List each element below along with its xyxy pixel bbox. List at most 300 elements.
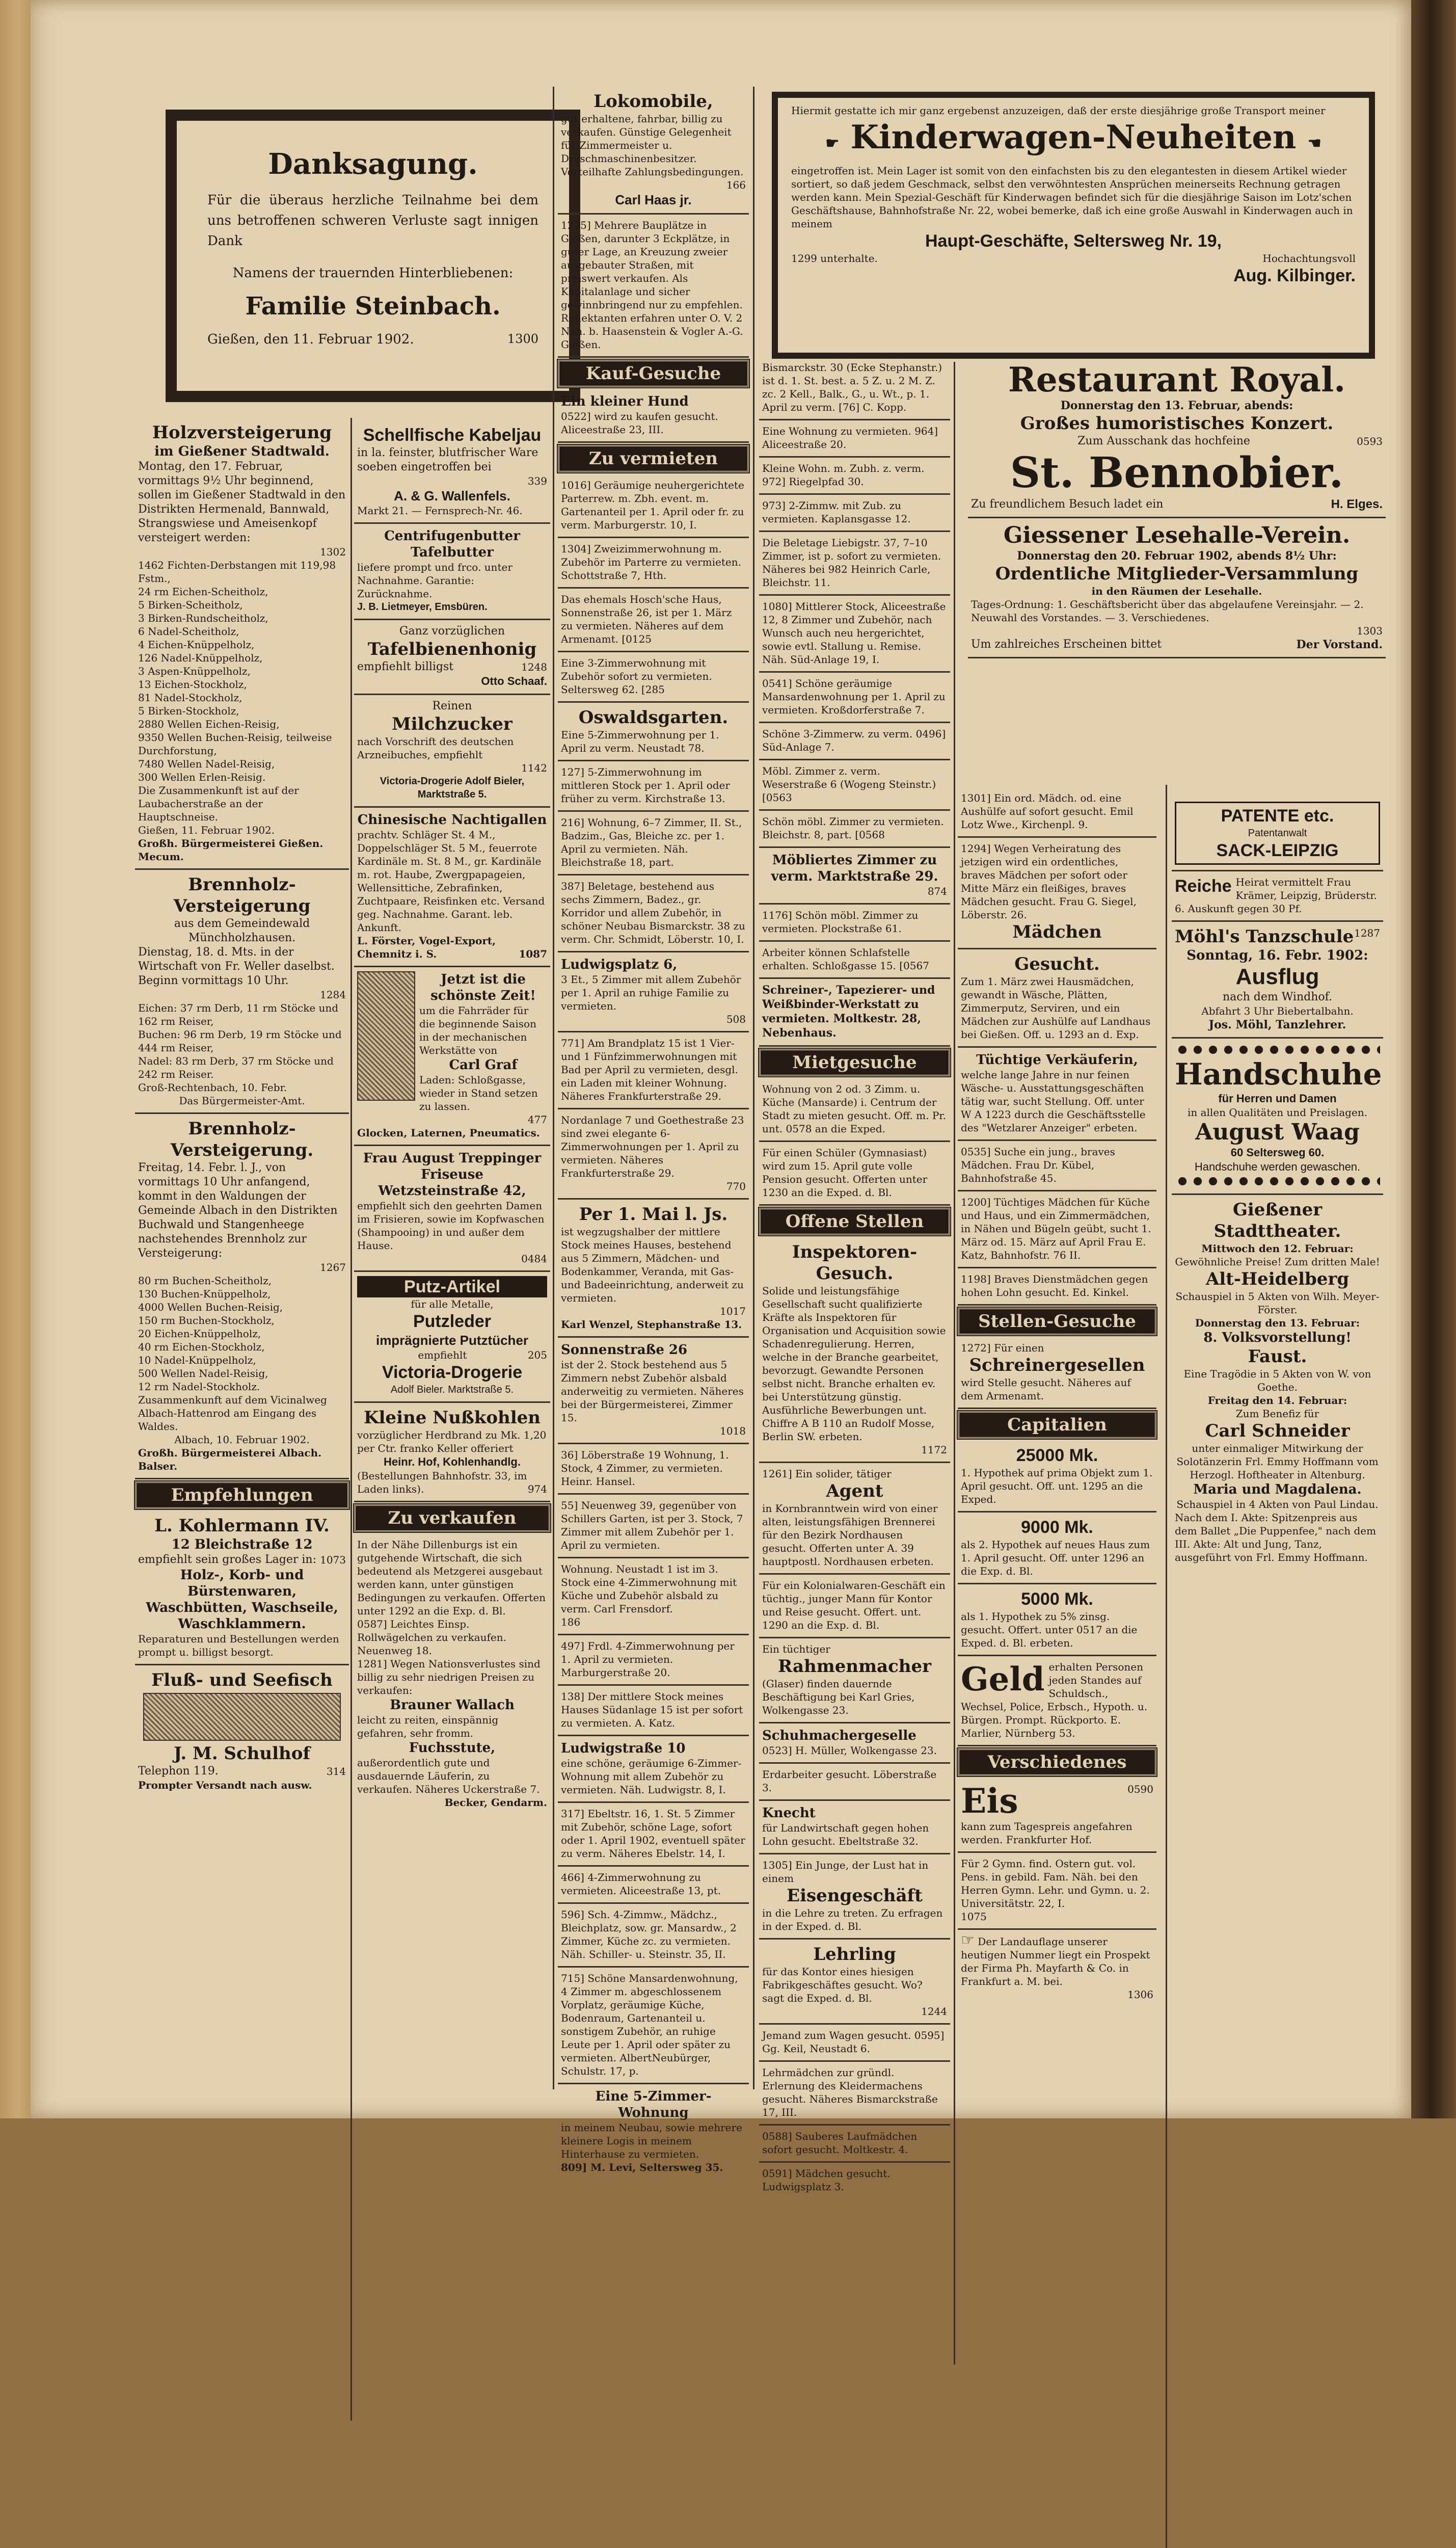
z5-title: Eine 5-Zimmer-Wohnung	[595, 2089, 712, 2120]
putz-addr: Adolf Bieler. Marktstraße 5.	[390, 1384, 514, 1395]
dienstmaedchen-ad: 1198] Braves Dienstmädchen gegen hohen Lohn gesucht. Ed. Kinkel.	[958, 1268, 1156, 1306]
eisengeschaeft-ad	[759, 1854, 950, 1940]
loko-text: gut erhaltene, fahrbar, billig zu verkaufen. Günstige Gelegenheit für Zimmermeister u. Dreschmaschinenbesitzer. Vorteilhafte Zahlungsbedingungen.	[561, 113, 744, 178]
gesucht-title: Gesucht.	[1014, 954, 1100, 974]
fluss-title: Fluß- und Seefisch	[151, 1670, 333, 1690]
verheiratung-ad	[958, 838, 1156, 949]
brennholz-2-ad	[135, 1114, 349, 1479]
schellfische-ad	[354, 420, 550, 524]
ludwigsplatz-ad	[558, 952, 749, 1032]
sonn-ref: 1018	[720, 1425, 746, 1437]
list-item: 1462 Fichten-Derbstangen mit 119,98 Fstm.,	[138, 559, 336, 585]
wallach: Brauner Wallach	[390, 1697, 515, 1713]
milch-ref: 1142	[521, 762, 547, 774]
pointing-hand-icon: ☛	[825, 135, 840, 152]
theater-carl: Carl Schneider	[1205, 1421, 1350, 1441]
loko-sign: Carl Haas jr.	[615, 192, 692, 207]
butter-title: Centrifugenbutter Tafelbutter	[384, 528, 520, 560]
schreinergesellen-ad	[958, 1337, 1156, 1409]
gesucht-ad	[958, 949, 1156, 1048]
gymn-text: Für 2 Gymn. find. Ostern gut. vol. Pens. in gebild. Fam. Näh. bei den Herren Gymn. Lehr. und Gymn. u. 2. Universitätstr. 22, I.	[961, 1857, 1150, 1909]
insp-text: Solide und leistungsfähige Gesellschaft sucht qualifizierte Kräfte als Inspektoren für Organisation und Acquisition sowie Schadenregulierung. Herren, welche in der Branche gearbeitet, bevorzugt. Gewandte Personen selbst nicht. Branche erhalten ev. bei Unterstützung günstig. Ausführliche Bewerbungen unt. Chiffre A B 110 an Rudolf Mosse, Berlin SW. erbeten.	[762, 1285, 946, 1443]
brenn1-sub: aus dem Gemeindewald Münchholzhausen.	[174, 917, 310, 944]
list-item: 4 Eichen-Knüppelholz,	[138, 639, 255, 651]
tanz-date: Sonntag, 16. Febr. 1902:	[1187, 948, 1368, 963]
list-item: Das ehemals Hosch'sche Haus, Sonnenstraße 26, ist per 1. März zu vermieten. Näheres auf dem Armenamt. [0125	[558, 589, 749, 652]
danksagung-family: Familie Steinbach.	[245, 292, 501, 321]
schulhof-small: Prompter Versandt nach ausw.	[138, 1779, 312, 1791]
putz-title: Putz-Artikel	[357, 1276, 547, 1297]
holz-title: Holzversteigerung	[152, 422, 332, 443]
right-wide-column	[968, 357, 1386, 785]
fuchs-text: außerordentlich gute und ausdauernde Läuferin, zu verkaufen. Näheres Uckerstraße 7.	[357, 1757, 540, 1795]
eisen-text2: in die Lehre zu treten. Zu erfragen in der Exped. d. Bl.	[762, 1907, 943, 1932]
lokomobile-ad	[558, 87, 749, 215]
schuh-text: 0523] H. Müller, Wolkengasse 23.	[762, 1744, 937, 1757]
waag-addr: 60 Seltersweg 60.	[1230, 1146, 1325, 1159]
cyclist-illustration	[357, 971, 415, 1101]
putz-tuch: imprägnierte Putztücher	[375, 1333, 529, 1348]
holz-sub: im Gießener Stadtwald.	[154, 444, 330, 459]
kw-sign: Aug. Kilbinger.	[1233, 266, 1356, 285]
restaurant-royal-ad	[968, 357, 1386, 518]
maedchen-ad: 0591] Mädchen gesucht. Ludwigsplatz 3.	[762, 2167, 891, 2193]
patent-name: SACK-LEIPZIG	[1216, 841, 1339, 860]
handschuhe-ad	[1172, 1039, 1383, 1195]
pointing-hand-icon: ☚	[1307, 135, 1322, 152]
schuh-title: Schuhmachergeselle	[762, 1728, 916, 1743]
mansarde-ad: 715] Schöne Mansardenwohnung, 4 Zimmer m. abgeschlossenem Vorplatz, geräumige Küche, Bodenraum, Gartenanteil u. sonstigem Zubehör, an ruhige Leute per 1. April oder später zu vermieten. AlbertNeubürger, Schulstr. 17, p.	[558, 1968, 749, 2084]
bauplaetze-ad: 1225] Mehrere Bauplätze in Gießen, darunter 3 Eckplätze, in guter Lage, an Kreuzung zweier ausgebauter Straßen, mit preiswert verkaufen. Als Kapitalanlage und sicher gewinnbringend nur zu empfehlen. Reflektanten erfahren unter O. V. 2 Näh. b. Haasenstein & Vogler A.-G. Gießen.	[558, 215, 749, 358]
schulhof-name: J. M. Schulhof	[173, 1743, 311, 1764]
patent-title: PATENTE etc.	[1221, 806, 1334, 826]
lehr-ref: 1244	[921, 2005, 947, 2018]
neuenweg-ad: 55] Neuenweg 39, gegenüber von Schillers Garten, ist per 3. Stock, 7 Zimmer mit allem Zubehör per 1. April zu vermieten.	[558, 1495, 749, 1558]
kohl-text: empfiehlt sein großes Lager in:	[138, 1553, 317, 1566]
list-item: 973] 2-Zimmw. mit Zub. zu vermieten. Kaplansgasse 12.	[759, 495, 950, 532]
m5-title: 5000 Mk.	[1021, 1589, 1093, 1609]
list-item: Eine Wohnung zu vermieten. 964] Aliceestraße 20.	[759, 420, 950, 458]
verk-text2: 0587] Leichtes Einsp. Rollwägelchen zu verkaufen. Neuenweg 18.	[357, 1618, 506, 1657]
brandplatz-ad: 771] Am Brandplatz 15 ist 1 Vier- und 1 Fünfzimmerwohnungen mit Bad per April zu vermieten, desgl. ein Laden mit kleiner Wohnung. Näheres Frankfurterstraße 29.	[558, 1032, 749, 1109]
holzversteigerung-ad	[135, 418, 349, 870]
faust-title: Faust.	[1248, 1346, 1307, 1367]
column-rule	[753, 87, 754, 2089]
nacht-sign: L. Förster, Vogel-Export, Chemnitz i. S.	[357, 935, 496, 960]
landauflage-ad	[958, 1930, 1156, 2006]
maria-title: Maria und Magdalena.	[1193, 1482, 1362, 1497]
eis-ref: 0590	[1127, 1783, 1153, 1795]
lese-sign: Der Vorstand.	[1296, 638, 1383, 651]
oswaldsgarten-ad	[558, 703, 749, 761]
column-rule	[954, 362, 955, 2365]
schrein-text: wird Stelle gesucht. Näheres auf dem Armenamt.	[961, 1376, 1131, 1402]
hand-sub2: in allen Qualitäten und Preislagen.	[1187, 1106, 1368, 1119]
rad-small: Glocken, Laternen, Pneumatics.	[357, 1127, 540, 1139]
sonn-title: Sonnenstraße 26	[561, 1342, 688, 1358]
mai-text: ist wegzugshalber der mittlere Stock meines Hauses, bestehend aus 5 Zimmern, Mädchen- und Bodenkammer, Veranda, mit Gas- und Badeeinrichtung, anderweit zu vermieten.	[561, 1226, 744, 1304]
insp-title: Inspektoren-Gesuch.	[792, 1242, 918, 1284]
ludwig-ref: 508	[726, 1013, 746, 1025]
putz-ad	[354, 1272, 550, 1403]
list-item: 5 Birken-Stockholz,	[138, 705, 239, 717]
lese-ref: 1303	[1357, 625, 1383, 637]
pension-ad	[958, 1853, 1156, 1930]
list-item: 4000 Wellen Buchen-Reisig,	[138, 1301, 283, 1313]
stadttheater-ad	[1172, 1195, 1383, 1569]
eis-ad	[958, 1778, 1156, 1853]
kohl-name: L. Kohlermann IV.	[154, 1516, 330, 1536]
brenn2-items	[138, 1274, 346, 1393]
suedanlage-ad: 138] Der mittlere Stock meines Hauses Südanlage 15 ist per sofort zu vermieten. A. Katz.	[558, 1686, 749, 1736]
schuhmacher-ad	[759, 1723, 950, 1764]
butter-ad	[354, 524, 550, 620]
lese-bitte: Um zahlreiches Erscheinen bittet	[971, 638, 1162, 651]
patent-ad	[1172, 798, 1383, 871]
theater-date: Mittwoch den 12. Februar:	[1201, 1242, 1354, 1255]
agent-pre: 1261] Ein solider, tätiger	[762, 1468, 892, 1480]
rahmen-pre: Ein tüchtiger	[762, 1643, 830, 1655]
wohn-text: Wohnung. Neustadt 1 ist im 3. Stock eine 4-Zimmerwohnung mit Küche und Zubehör alsbald zu verm. Carl Frensdorf.	[561, 1563, 737, 1615]
nacht-text: prachtv. Schläger St. 4 M., Doppelschläger St. 5 M., feuerrote Kardinäle m. St. 8 M., gr. Kardinäle m. rot. Haube, Zwergpapageien, Wellensittiche, Zebrafinken, Zuchtpaare, Reisfinken etc. Versand geg. Nachnahme. Garant. leb. Ankunft.	[357, 829, 545, 934]
kw-haupt: Haupt-Geschäfte, Seltersweg Nr. 19,	[925, 231, 1222, 251]
column-1	[135, 418, 349, 2094]
brenn2-ref: 1267	[320, 1261, 346, 1273]
royal-ausschank: Zum Ausschank das hochfeine	[1077, 435, 1250, 447]
m5-text: als 1. Hypothek zu 5% zinsg. gesucht. Offert. unter 0517 an die Exped. d. Bl. erbeten.	[961, 1610, 1138, 1649]
z5-sign: 809] M. Levi, Seltersweg 35.	[561, 2161, 723, 2173]
royal-bier: St. Bennobier.	[1010, 448, 1344, 497]
danksagung-text: Für die überaus herzliche Teilnahme bei dem uns betroffenen schweren Verluste sagt innigen Dank	[207, 193, 538, 249]
kohl-small: Reparaturen und Bestellungen werden prompt u. billigst besorgt.	[138, 1633, 339, 1658]
royal-date: Donnerstag den 13. Februar, abends:	[1060, 399, 1293, 412]
theater-date2: Donnerstag den 13. Februar:	[1195, 1317, 1360, 1329]
eis-text: kann zum Tagespreis angefahren werden. Frankfurter Hof.	[961, 1820, 1133, 1846]
list-item: 24 rm Eichen-Scheitholz,	[138, 586, 268, 598]
column-rule	[1166, 785, 1167, 2548]
milch-pre: Reinen	[432, 700, 472, 712]
butter-text: liefere prompt und frco. unter Nachnahme. Garantie: Zurücknahme.	[357, 561, 513, 600]
brenn1-items	[138, 1001, 346, 1081]
knecht-ad	[759, 1801, 950, 1854]
rad-ref: 477	[527, 1113, 547, 1126]
kohl-goods: Holz-, Korb- und Bürstenwaren, Waschbütten, Waschseile, Waschklammern.	[146, 1568, 338, 1632]
nord-text: Nordanlage 7 und Goethestraße 23 sind zwei elegante 6-Zimmerwohnungen per 1. April zu vermieten. Näheres Frankfurterstraße 29.	[561, 1114, 744, 1179]
royal-title: Restaurant Royal.	[1008, 360, 1346, 400]
tanz-ort: nach dem Windhof.	[1222, 991, 1332, 1003]
list-item: 20 Eichen-Knüppelholz,	[138, 1328, 261, 1340]
rahmen-text: (Glaser) finden dauernde Beschäftigung bei Karl Gries, Wolkengasse 23.	[762, 1678, 915, 1716]
royal-konzert: Großes humoristisches Konzert.	[1020, 413, 1334, 434]
list-item: Arbeiter können Schlafstelle erhalten. Schloßgasse 15. [0567	[759, 942, 950, 979]
kapital-9000-ad	[958, 1512, 1156, 1584]
fisch-text: in la. feinster, blutfrischer Ware soeben eingetroffen bei	[357, 446, 538, 473]
moebl-ref: 874	[927, 885, 947, 897]
z5-text: in meinem Neubau, sowie mehrere kleinere Logis in meinem Hinterhause zu vermieten.	[561, 2121, 742, 2160]
fisch-ref: 339	[527, 475, 547, 487]
holz-ref: 1302	[320, 546, 346, 558]
wohnung-ad	[558, 1558, 749, 1635]
miet-ad-2: Für einen Schüler (Gymnasiast) wird zum 15. April gute volle Pension gesucht. Offerten unter 1230 an die Exped. d. Bl.	[759, 1142, 950, 1206]
fuchsstute: Fuchsstute,	[409, 1740, 496, 1756]
list-item: 12 rm Nadel-Stockholz.	[138, 1381, 260, 1393]
mietgesuche-header: Mietgesuche	[759, 1049, 950, 1076]
loko-title: Lokomobile,	[594, 91, 713, 112]
kuechenmaedchen-ad: 1200] Tüchtiges Mädchen für Küche und Haus, und ein Zimmermädchen, in Nähen und Bügeln geübt, sucht 1. März od. 15. März auf April Frau E. Katz, Bahnhofstr. 76 II.	[958, 1191, 1156, 1268]
mai-title: Per 1. Mai l. Js.	[579, 1204, 728, 1225]
hund-title: Ein kleiner Hund	[561, 394, 689, 409]
list-item: Buchen: 96 rm Derb, 19 rm Stöcke und 444 rm Reiser,	[138, 1028, 342, 1054]
schreiner-werkstatt-ad: Schreiner-, Tapezierer- und Weißbinder-Werkstatt zu vermieten. Moltkestr. 28, Nebenhaus.	[759, 979, 950, 1047]
list-item: 40 rm Eichen-Stockholz,	[138, 1341, 265, 1353]
theater-play: Alt-Heidelberg	[1205, 1269, 1350, 1289]
reiche-title: Reiche	[1175, 877, 1232, 896]
column-rule	[350, 418, 352, 2421]
lese-tages: Tages-Ordnung: 1. Geschäftsbericht über das abgelaufene Vereinsjahr. — 2. Neuwahl des Vorstandes. — 3. Verschiedenes.	[971, 598, 1364, 624]
theater-benefiz: Zum Benefiz für	[1235, 1408, 1319, 1420]
aliceestrasse-ad: 466] 4-Zimmerwohnung zu vermieten. Aliceestraße 13, pt.	[558, 1867, 749, 1904]
list-item: 13 Eichen-Stockholz,	[138, 678, 247, 691]
lehrling-ad	[759, 1940, 950, 2025]
kohlermann-ad	[135, 1511, 349, 1665]
empfehlungen-header: Empfehlungen	[135, 1481, 349, 1509]
list-item: 127] 5-Zimmerwohnung im mittleren Stock per 1. April oder früher zu verm. Kirchstraße 13.	[558, 761, 749, 812]
maedchen-title: Mädchen	[1012, 922, 1102, 942]
geld-title: Geld	[961, 1660, 1045, 1698]
col4-list	[759, 420, 950, 848]
ludwigstrasse-ad	[558, 1736, 749, 1803]
list-item: Eine 3-Zimmerwohnung mit Zubehör sofort zu vermieten. Seltersweg 62. [285	[558, 652, 749, 703]
kw-unterhalte: unterhalte.	[820, 252, 878, 264]
nachtigallen-ad	[354, 808, 550, 967]
holz-footer: Die Zusammenkunft ist auf der Laubacherstraße an der Hauptschneise.	[138, 784, 299, 823]
list-item: 1304] Zweizimmerwohnung m. Zubehör im Parterre zu vermieten. Schottstraße 7, Hth.	[558, 538, 749, 589]
nuss-ref: 974	[527, 1483, 547, 1495]
putz-sub: für alle Metalle,	[411, 1298, 494, 1310]
kinderwagen-box	[772, 92, 1375, 359]
nordanlage-ad	[558, 1109, 749, 1200]
ludw10-title: Ludwigstraße 10	[561, 1741, 686, 1756]
erdarbeiter-ad: Erdarbeiter gesucht. Löberstraße 3.	[759, 1764, 950, 1801]
honig-text: empfiehlt billigst	[357, 660, 454, 673]
putz-leder: Putzleder	[413, 1312, 492, 1331]
nach-text: Nach dem I. Akte: Spitzenpreis aus dem Ballet „Die Puppenfee," nach dem III. Akte: Alt und Jung, Tanz, ausgeführt von Frl. Emmy Hoffmann.	[1175, 1511, 1377, 1563]
hand-title: Handschuhe	[1175, 1057, 1382, 1092]
schulhof-ref: 314	[326, 1765, 346, 1777]
honig-ad	[354, 620, 550, 695]
milch-sign: Victoria-Drogerie Adolf Bieler, Marktstraße 5.	[380, 776, 525, 800]
fuchs-sign: Becker, Gendarm.	[444, 1796, 547, 1809]
wohn-ref: 186	[561, 1616, 581, 1628]
frisor-text: empfiehlt sich den geehrten Damen im Frisieren, sowie im Kopfwaschen (Shampooing) in und außer dem Hause.	[357, 1200, 545, 1252]
knecht-text: für Landwirtschaft gegen hohen Lohn gesucht. Ebeltstraße 32.	[762, 1822, 929, 1847]
list-item: 81 Nadel-Stockholz,	[138, 692, 242, 704]
schrein-pre: 1272] Für einen	[961, 1342, 1044, 1354]
list-item: 3 Birken-Rundscheitholz,	[138, 612, 268, 624]
royal-ref: 0593	[1357, 435, 1383, 447]
brenn2-date: Albach, 10. Februar 1902.	[174, 1434, 310, 1446]
kolonial-ad: Für ein Kolonialwaren-Geschäft ein tüchtig., junger Mann für Kontor und Reise gesucht. Offert. unt. 1290 an die Exp. d. Bl.	[759, 1575, 950, 1638]
land-ref: 1306	[1127, 1988, 1153, 2001]
theater-title: Gießener Stadttheater.	[1214, 1200, 1341, 1241]
vermieten-header: Zu vermieten	[558, 445, 749, 472]
carl-text: unter einmaliger Mitwirkung der Solotänzerin Frl. Emmy Hoffmann vom Herzogl. Hoftheater in Altenburg.	[1176, 1442, 1379, 1481]
ludwig-text: 3 Et., 5 Zimmer mit allem Zubehör per 1. April an ruhige Familie zu vermieten.	[561, 973, 741, 1012]
list-item: 126 Nadel-Knüppelholz,	[138, 652, 263, 664]
list-item: 387] Beletage, bestehend aus sechs Zimmern, Badez., gr. Korridor und allem Zubehör, in schöner Neubau Bismarckstr. 38 zu verm. Chr. Schmidt, Löberstr. 10, I.	[558, 875, 749, 952]
kw-text: eingetroffen ist. Mein Lager ist somit von den einfachsten bis zu den elegantesten in diesem Artikel wieder sortiert, so daß jedem Geschmack, selbst den verwöhntesten Ansprüchen meinerseits Rechnung getragen werden kann. Mein Spezial-Geschäft für Kinderwagen befindet sich für die diesjährige Saison im Lotz'schen Geschäftshause, Bahnhofstraße Nr. 22, wobei bemerke, daß ich eine große Auswahl in Kinderwagen auch in meinem	[791, 165, 1353, 230]
list-item: Die Beletage Liebigstr. 37, 7–10 Zimmer, ist p. sofort zu vermieten. Näheres bei 982 Heinrich Carle, Bleichstr. 11.	[759, 532, 950, 596]
kw-hochacht: Hochachtungsvoll	[1262, 252, 1356, 264]
rad-text: um die Fahrräder für die beginnende Saison in der mechanischen Werkstätte von	[419, 1004, 536, 1056]
dot-border	[1175, 1177, 1380, 1185]
list-item: 150 rm Buchen-Stockholz,	[138, 1314, 275, 1326]
list-item: Kleine Wohn. m. Zubh. z. verm. 972] Riegelpfad 30.	[759, 458, 950, 495]
lese-date: Donnerstag den 20. Februar 1902, abends 8½ Uhr:	[1017, 549, 1337, 563]
list-item: 80 rm Buchen-Scheitholz,	[138, 1275, 272, 1287]
agent-ad	[759, 1463, 950, 1575]
geld-text: erhalten Personen jeden Standes auf Schuldsch., Wechsel, Police, Erbsch., Hypoth. u. Bürgen. Prompt. Rückporto. E. Marlier, Nürnberg 53.	[961, 1661, 1148, 1739]
nuss-text: vorzüglicher Herdbrand zu Mk. 1,20 per Ctr. franko Keller offeriert	[357, 1429, 547, 1454]
mai-ref: 1017	[720, 1305, 746, 1317]
knecht-title: Knecht	[762, 1806, 816, 1821]
oswald-title: Oswaldsgarten.	[578, 707, 729, 728]
verk-text3: 1281] Wegen Nationsverlustes sind billig zu sehr niedrigen Preisen zu verkaufen:	[357, 1658, 541, 1696]
kohl-ref: 1073	[320, 1554, 346, 1566]
sonnenstrasse-ad	[558, 1338, 749, 1444]
moebliert-ad	[759, 848, 950, 905]
theater-text: Schauspiel in 5 Akten von Wilh. Meyer-Förster.	[1175, 1290, 1380, 1316]
wohnung4-ad: 596] Sch. 4-Zimmw., Mädchz., Bleichplatz, sow. gr. Mansardw., 2 Zimmer, Küche zc. zu vermieten. Näh. Schiller- u. Steinstr. 35, II.	[558, 1904, 749, 1968]
lehr-title: Lehrling	[813, 1944, 896, 1965]
kw-intro: Hiermit gestatte ich mir ganz ergebenst anzuzeigen, daß der erste diesjährige große Transport meiner	[791, 104, 1326, 117]
theater-volks: 8. Volksvorstellung!	[1203, 1330, 1352, 1345]
verk-text: welche lange Jahre in nur feinen Wäsche- u. Ausstattungsgeschäften tätig war, sucht Stellung. Off. unter W A 1223 durch die Geschäftsstelle des "Wetzlarer Anzeiger" erbeten.	[961, 1069, 1146, 1134]
wallenfels-name: A. & G. Wallenfels.	[394, 488, 510, 503]
list-item: 6 Nadel-Scheitholz,	[138, 625, 239, 638]
honig-ref: 1248	[521, 661, 547, 673]
aus-text: 1294] Wegen Verheiratung des jetzigen wird ein ordentliches, braves Mädchen per sofort oder Mitte März ein fleißiges, braves Mädchen gesucht. Frau G. Siegel, Löberstr. 26.	[961, 842, 1137, 921]
wallach-text: leicht zu reiten, einspännig gefahren, sehr fromm.	[357, 1714, 499, 1739]
theater-sub: Gewöhnliche Preise! Zum dritten Male!	[1175, 1256, 1380, 1268]
list-item: 10 Nadel-Knüppelholz,	[138, 1354, 256, 1366]
danksagung-place-date: Gießen, den 11. Februar 1902.	[207, 332, 414, 347]
ludw10-text: eine schöne, geräumige 6-Zimmer-Wohnung mit allem Zubehör zu vermieten. Näh. Ludwigstr. 8, I.	[561, 1757, 742, 1796]
putz-ref: 205	[527, 1349, 547, 1361]
milch-title: Milchzucker	[392, 714, 513, 734]
gymn-ref: 1075	[961, 1910, 987, 1923]
list-item: Nadel: 83 rm Derb, 37 rm Stöcke und 242 rm Reiser.	[138, 1055, 334, 1080]
danksagung-title: Danksagung.	[268, 147, 478, 181]
list-item: Schön möbl. Zimmer zu vermieten. Bleichstr. 8, part. [0568	[759, 811, 950, 848]
list-item: 9350 Wellen Buchen-Reisig, teilweise Durchforstung,	[138, 731, 332, 757]
patent-sub: Patentanwalt	[1248, 828, 1307, 839]
m25-title: 25000 Mk.	[1016, 1446, 1098, 1465]
tanz-title: Möhl's Tanzschule	[1175, 926, 1354, 947]
rad-title: Jetzt ist die schönste Zeit!	[430, 972, 536, 1003]
kohl-addr: 12 Bleichstraße 12	[171, 1537, 313, 1552]
eisen-text: 1305] Ein Junge, der Lust hat in einem	[762, 1859, 929, 1885]
brenn1-title: Brennholz-Versteigerung	[173, 874, 311, 916]
hund-ad	[558, 389, 749, 443]
danksagung-subtitle: Namens der trauernden Hinterbliebenen:	[232, 266, 514, 281]
brennholz-1-ad	[135, 870, 349, 1114]
ebeltstrasse-ad: 317] Ebeltstr. 16, 1. St. 5 Zimmer mit Zubehör, schöne Lage, sofort oder 1. April 1902, eventuell später zu verm. Näheres Ebelstr. 14, I.	[558, 1803, 749, 1867]
oswald-text: Eine 5-Zimmerwohnung per 1. April zu verm. Neustadt 78.	[561, 729, 719, 754]
honig-pre: Ganz vorzüglichen	[399, 625, 505, 638]
brenn2-sign: Großh. Bürgermeisterei Albach. Balser.	[138, 1447, 322, 1472]
putz-name: Victoria-Drogerie	[382, 1363, 523, 1382]
fuenf-zimmer-ad	[558, 2084, 749, 2179]
schrein-title: Schreinergesellen	[969, 1355, 1145, 1375]
tanz-ausflug: Ausflug	[1235, 964, 1319, 989]
lese-title: Giessener Lesehalle-Verein.	[1003, 522, 1351, 548]
friseuse-ad	[354, 1146, 550, 1272]
holz-date: Gießen, 11. Februar 1902.	[138, 824, 275, 836]
lese-versamm: Ordentliche Mitglieder-Versammlung	[995, 564, 1359, 584]
list-item: 216] Wohnung, 6–7 Zimmer, II. St., Badzim., Gas, Bleiche zc. per 1. April zu vermieten. Näh. Bleichstraße 18, part.	[558, 812, 749, 875]
nacht-title: Chinesische Nachtigallen	[357, 812, 547, 828]
capitalien-header: Capitalien	[958, 1411, 1156, 1439]
m9-title: 9000 Mk.	[1021, 1518, 1093, 1537]
nuss-title: Kleine Nußkohlen	[363, 1408, 541, 1428]
column-rule	[553, 87, 554, 2089]
tanz-ref: 1287	[1354, 927, 1380, 939]
holz-sign: Großh. Bürgermeisterei Gießen. Mecum.	[138, 837, 323, 863]
holz-items	[138, 559, 346, 784]
mai-sign: Karl Wenzel, Stephanstraße 13.	[561, 1318, 742, 1331]
lesehalle-ad	[968, 518, 1386, 658]
brenn1-text: Dienstag, 18. d. Mts. in der Wirtschaft von Fr. Weller daselbst. Beginn vormittags 10 Uhr.	[138, 946, 335, 987]
fahrrad-ad	[354, 967, 550, 1146]
honig-sign: Otto Schaaf.	[481, 675, 547, 687]
rad-addr: Laden: Schloßgasse, wieder in Stand setzen zu lassen.	[419, 1074, 538, 1112]
brenn1-ref: 1284	[320, 989, 346, 1001]
lese-raum: in den Räumen der Lesehalle.	[1091, 585, 1262, 597]
brenn2-text: Freitag, 14. Febr. l. J., von vormittags 10 Uhr anfangend, kommt in den Waldungen der Gemeinde Albach in den Distrikten Buchwald und Stangenheege nachstehendes Brennholz zur Versteigerung:	[138, 1161, 338, 1260]
marburger-ad: 497] Frdl. 4-Zimmerwohnung per 1. April zu vermieten. Marburgerstraße 20.	[558, 1635, 749, 1686]
m9-text: als 2. Hypothek auf neues Haus zum 1. April gesucht. Off. unter 1296 an die Exp. d. Bl.	[961, 1538, 1150, 1577]
tanzschule-ad	[1172, 922, 1383, 1039]
column-3	[558, 87, 749, 2173]
list-item: 3 Aspen-Knüppelholz,	[138, 665, 251, 677]
milchzucker-ad	[354, 695, 550, 808]
dot-border	[1175, 1046, 1380, 1054]
nuss-name: Heinr. Hof, Kohlenhandlg.	[384, 1455, 521, 1468]
moebl-title: Möbliertes Zimmer zu verm. Marktstraße 29.	[771, 853, 938, 884]
fisch-title: Schellfische Kabeljau	[363, 426, 542, 445]
m25-text: 1. Hypothek auf prima Objekt zum 1. April gesucht. Off. unt. 1295 an die Exped.	[961, 1467, 1153, 1505]
mai-ad	[558, 1200, 749, 1338]
brenn2-title: Brennholz-Versteigerung.	[170, 1119, 314, 1160]
list-item: 1176] Schön möbl. Zimmer zu vermieten. Plockstraße 61.	[759, 905, 950, 942]
kw-ref: 1299	[791, 252, 817, 264]
miet-ad-1: Wohnung von 2 od. 3 Zimm. u. Küche (Mansarde) i. Centrum der Stadt zu mieten gesucht. Off. m. Pr. unt. 0578 an die Exped.	[759, 1078, 950, 1142]
nacht-ref: 1087	[519, 948, 547, 960]
geld-ad	[958, 1656, 1156, 1746]
butter-sign: J. B. Lietmeyer, Emsbüren.	[357, 601, 488, 613]
wagen-ad: Jemand zum Wagen gesucht. 0595] Gg. Keil, Neustadt 6.	[759, 2025, 950, 2062]
eis-title: Eis	[961, 1781, 1018, 1821]
lehrmaedchen-ad: Lehrmädchen zur gründl. Erlernung des Kleidermachens gesucht. Näheres Bismarckstraße 17, III.	[759, 2062, 950, 2126]
list-item: 130 Buchen-Knüppelholz,	[138, 1288, 271, 1300]
list-item: Möbl. Zimmer z. verm. Weserstraße 6 (Wogeng Steinstr.) [0563	[759, 760, 950, 811]
gesucht-text: Zum 1. März zwei Hausmädchen, gewandt in Wäsche, Plätten, Zimmerputz, Serviren, und ein Mädchen zur Aushülfe auf Landhaus bei Gießen. Off. u. 1293 an d. Exp.	[961, 975, 1151, 1041]
laufmaedchen-ad: 0588] Sauberes Laufmädchen sofort gesucht. Moltkestr. 4.	[759, 2126, 950, 2163]
rad-name: Carl Graf	[449, 1057, 518, 1073]
list-item: 500 Wellen Nadel-Reisig,	[138, 1367, 268, 1379]
inspektoren-ad	[759, 1237, 950, 1463]
